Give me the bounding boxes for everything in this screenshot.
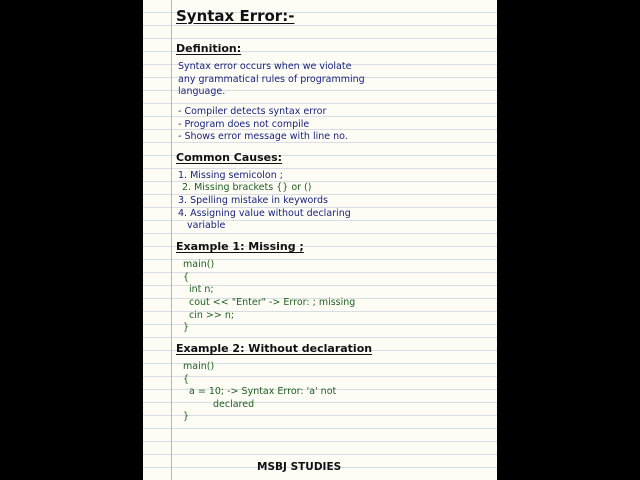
definition-heading: Definition: xyxy=(176,42,242,55)
cause-item: 4. Assigning value without declaring xyxy=(178,208,351,219)
definition-point: - Compiler detects syntax error xyxy=(178,106,327,117)
cause-item: 1. Missing semicolon ; xyxy=(178,170,283,181)
page-title: Syntax Error:- xyxy=(176,7,295,25)
example2-heading: Example 2: Without declaration xyxy=(176,342,373,355)
definition-point: - Shows error message with line no. xyxy=(178,131,348,142)
cause-item: 3. Spelling mistake in keywords xyxy=(178,195,329,206)
notebook-page xyxy=(143,0,497,480)
definition-line: language. xyxy=(178,86,226,97)
code-line: cin >> n; xyxy=(189,310,235,321)
code-line: cout << "Enter" -> Error: ; missing xyxy=(189,297,356,308)
cause-item: variable xyxy=(187,220,226,231)
causes-heading: Common Causes: xyxy=(176,151,283,164)
code-line: main() xyxy=(183,361,215,372)
code-line: a = 10; -> Syntax Error: 'a' not xyxy=(189,386,337,397)
code-line: main() xyxy=(183,259,215,270)
code-line: } xyxy=(183,411,190,422)
definition-point: - Program does not compile xyxy=(178,119,310,130)
definition-line: Syntax error occurs when we violate xyxy=(178,61,352,72)
example1-heading: Example 1: Missing ; xyxy=(176,240,304,253)
definition-line: any grammatical rules of programming xyxy=(178,74,365,85)
code-line: int n; xyxy=(189,284,214,295)
footer-brand: MSBJ STUDIES xyxy=(257,461,342,473)
code-line: } xyxy=(183,322,190,333)
cause-item: 2. Missing brackets {} or () xyxy=(182,182,312,193)
margin-line xyxy=(171,0,172,480)
code-line: { xyxy=(183,272,190,283)
code-line: { xyxy=(183,374,190,385)
code-line: declared xyxy=(213,399,255,410)
